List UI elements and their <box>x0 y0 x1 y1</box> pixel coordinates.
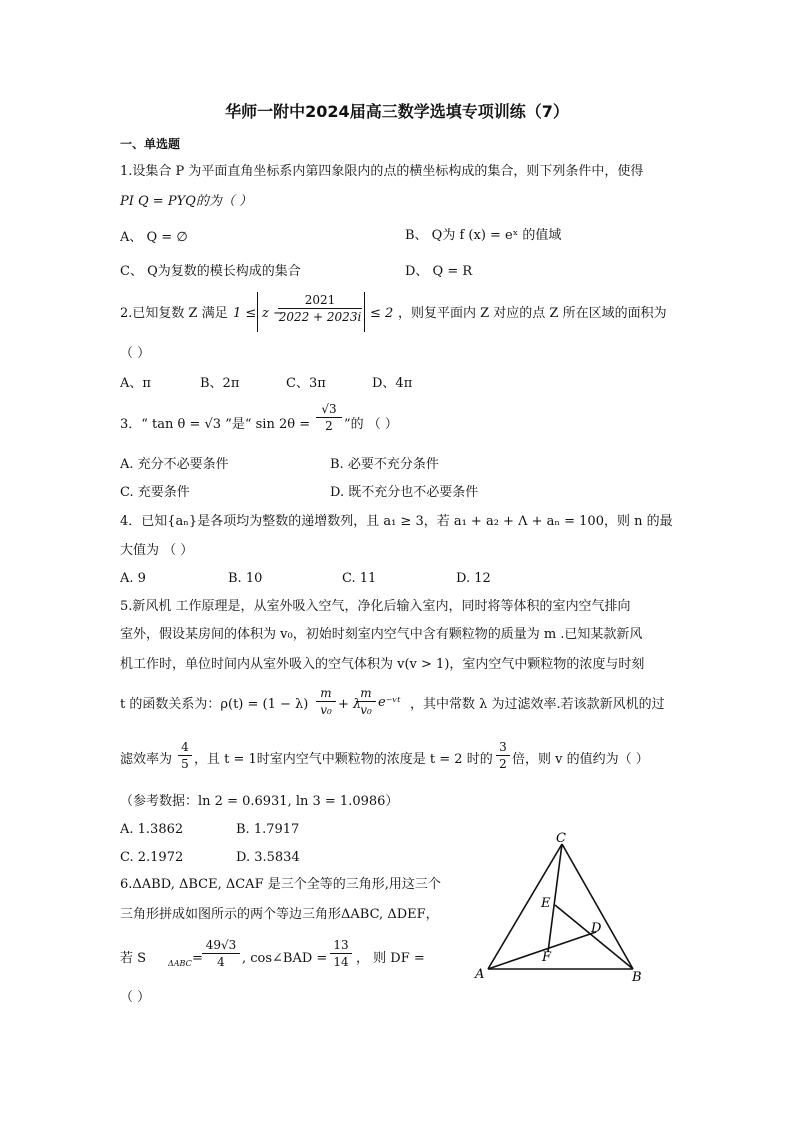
q5-stem-4-post: ，其中常数 λ 为过滤效率.若该款新风机的过 <box>410 697 665 712</box>
q5-fraction-3 <box>178 740 192 771</box>
q4-option-b: B. 10 <box>228 571 263 586</box>
q3-fraction-num: √3 <box>321 402 337 416</box>
q5-stem-1: 5.新风机 工作原理是，从室外吸入空气，净化后输入室内，同时将等体积的室内空气排向 <box>120 599 631 614</box>
q3-option-c: C. 充要条件 <box>120 485 190 500</box>
q6-fraction-2 <box>330 938 352 969</box>
q4-option-c: C. 11 <box>342 571 377 586</box>
q2-z-minus: z − <box>262 306 284 321</box>
q6-stem-3-mid: , cos∠BAD = <box>242 951 328 966</box>
q6-fraction-1-num: 49√3 <box>205 938 237 952</box>
label-d: D <box>591 921 602 936</box>
q1-option-d: D、 Q = R <box>405 264 473 279</box>
q4-stem: 4．已知{aₙ}是各项均为整数的递增数列，且 a₁ ≥ 3，若 a₁ + a₂ + Λ + aₙ = 100，则 n 的最 <box>120 514 673 529</box>
section-heading: 一、单选题 <box>120 137 181 151</box>
label-c: C <box>556 831 566 846</box>
q5-stem-5-post: 倍，则 v 的值约为（ ） <box>512 752 649 767</box>
q5-fraction-4-num: 3 <box>499 740 507 754</box>
q2-abs-right <box>364 292 365 332</box>
q5-stem-5-pre: 滤效率为 <box>120 752 173 767</box>
q5-stem-5-mid: ，且 t = 1时室内空气中颗粒物的浓度是 t = 2 时的 <box>194 752 493 767</box>
label-f: F <box>542 950 552 965</box>
q5-option-d: D. 3.5834 <box>236 850 300 865</box>
q2-abs-left <box>257 292 258 332</box>
q4-stem-cont: 大值为 （ ） <box>120 543 194 558</box>
q5-fraction-2-num: m <box>360 686 372 700</box>
q5-fraction-2-den: v₀ <box>360 703 372 717</box>
q2-rhs: ≤ 2 <box>370 306 394 321</box>
q2-option-a: A、π <box>120 376 151 391</box>
q6-stem-3-pre: 若 S <box>120 951 147 966</box>
q1-stem-cont: PI Q = PYQ的为（ ） <box>120 194 252 209</box>
q2-paren: （ ） <box>120 346 151 361</box>
q5-option-a: A. 1.3862 <box>120 822 184 837</box>
q1-stem: 1.设集合 P 为平面直角坐标系内第四象限内的点的横坐标构成的集合，则下列条件中，使得 <box>120 164 644 179</box>
q5-fraction-1-den: v₀ <box>320 703 332 717</box>
q6-stem-3-post: ， 则 DF = <box>356 951 425 966</box>
q5-fraction-4 <box>496 740 510 771</box>
q3-option-d: D. 既不充分也不必要条件 <box>330 485 479 500</box>
q1-option-b: B、 Q为 f (x) = eˣ 的值域 <box>405 228 562 243</box>
q6-fraction-1 <box>202 938 240 969</box>
q6-fraction-2-den: 14 <box>333 955 349 969</box>
q5-stem-3: 机工作时，单位时间内从室外吸入的空气体积为 v(v > 1)，室内空气中颗粒物的浓度与时刻 <box>120 657 645 672</box>
q6-stem-1: 6.ΔABD, ΔBCE, ΔCAF 是三个全等的三角形,用这三个 <box>120 877 441 892</box>
edge-bc <box>562 844 633 969</box>
q6-stem-2: 三角形拼成如图所示的两个等边三角形ΔABC, ΔDEF， <box>120 907 439 922</box>
q3-stem-pre: 3．“ tan θ = √3 ”是“ sin 2θ = <box>120 417 311 432</box>
q3-option-b: B. 必要不充分条件 <box>330 457 439 472</box>
q2-fraction-num: 2021 <box>304 293 336 307</box>
q5-stem-2: 室外，假设某房间的体积为 v₀，初始时刻室内空气中含有颗粒物的质量为 m .已知某款新风 <box>120 627 643 642</box>
q3-fraction <box>316 402 342 433</box>
q1-option-a: A、 Q = ∅ <box>120 230 188 245</box>
label-a: A <box>475 967 485 982</box>
q6-fraction-1-den: 4 <box>217 955 225 969</box>
q1-option-c: C、 Q为复数的模长构成的集合 <box>120 264 301 279</box>
q2-lhs: 1 ≤ <box>233 306 257 321</box>
q4-option-d: D. 12 <box>456 571 491 586</box>
q3-fraction-den: 2 <box>325 419 333 433</box>
q5-fraction-1-num: m <box>320 686 332 700</box>
q2-fraction <box>278 293 362 324</box>
q5-fraction-3-num: 4 <box>181 740 189 754</box>
q5-stem-4-pre: t 的函数关系为：ρ(t) = (1 − λ) <box>120 697 309 712</box>
q5-fraction-3-den: 5 <box>181 757 189 771</box>
q5-option-b: B. 1.7917 <box>236 822 300 837</box>
q2-option-d: D、4π <box>372 376 413 391</box>
q4-option-a: A. 9 <box>120 571 146 586</box>
q5-stem-4-exp: e⁻ᵛᵗ <box>378 695 401 710</box>
q6-stem-3-sub: ΔABC <box>168 959 192 968</box>
q5-stem-4-mid: + λ <box>338 697 362 712</box>
q3-stem-post: ”的 （ ） <box>344 417 398 432</box>
q5-fraction-4-den: 2 <box>499 757 507 771</box>
segment-be <box>555 905 633 969</box>
label-b: B <box>632 970 642 985</box>
q6-paren: （ ） <box>120 990 151 1005</box>
q5-fraction-2 <box>356 686 376 717</box>
label-e: E <box>541 896 551 911</box>
q2-fraction-den: 2022 + 2023i <box>278 310 362 324</box>
q3-option-a: A. 充分不必要条件 <box>120 457 229 472</box>
q6-fraction-2-num: 13 <box>333 938 349 952</box>
q2-stem-post: ，则复平面内 Z 对应的点 Z 所在区域的面积为 <box>398 306 667 321</box>
q5-option-c: C. 2.1972 <box>120 850 184 865</box>
q2-option-c: C、3π <box>286 376 326 391</box>
q5-fraction-1 <box>316 686 336 717</box>
q2-stem-pre: 2.已知复数 Z 满足 <box>120 306 228 321</box>
page-title: 华师一附中2024届高三数学选填专项训练（7） <box>225 102 569 121</box>
q6-stem-3-eq: = <box>192 951 203 966</box>
triangle-figure <box>470 828 650 988</box>
q5-reference-data: （参考数据：ln 2 = 0.6931, ln 3 = 1.0986） <box>120 794 399 809</box>
q2-option-b: B、2π <box>200 376 240 391</box>
